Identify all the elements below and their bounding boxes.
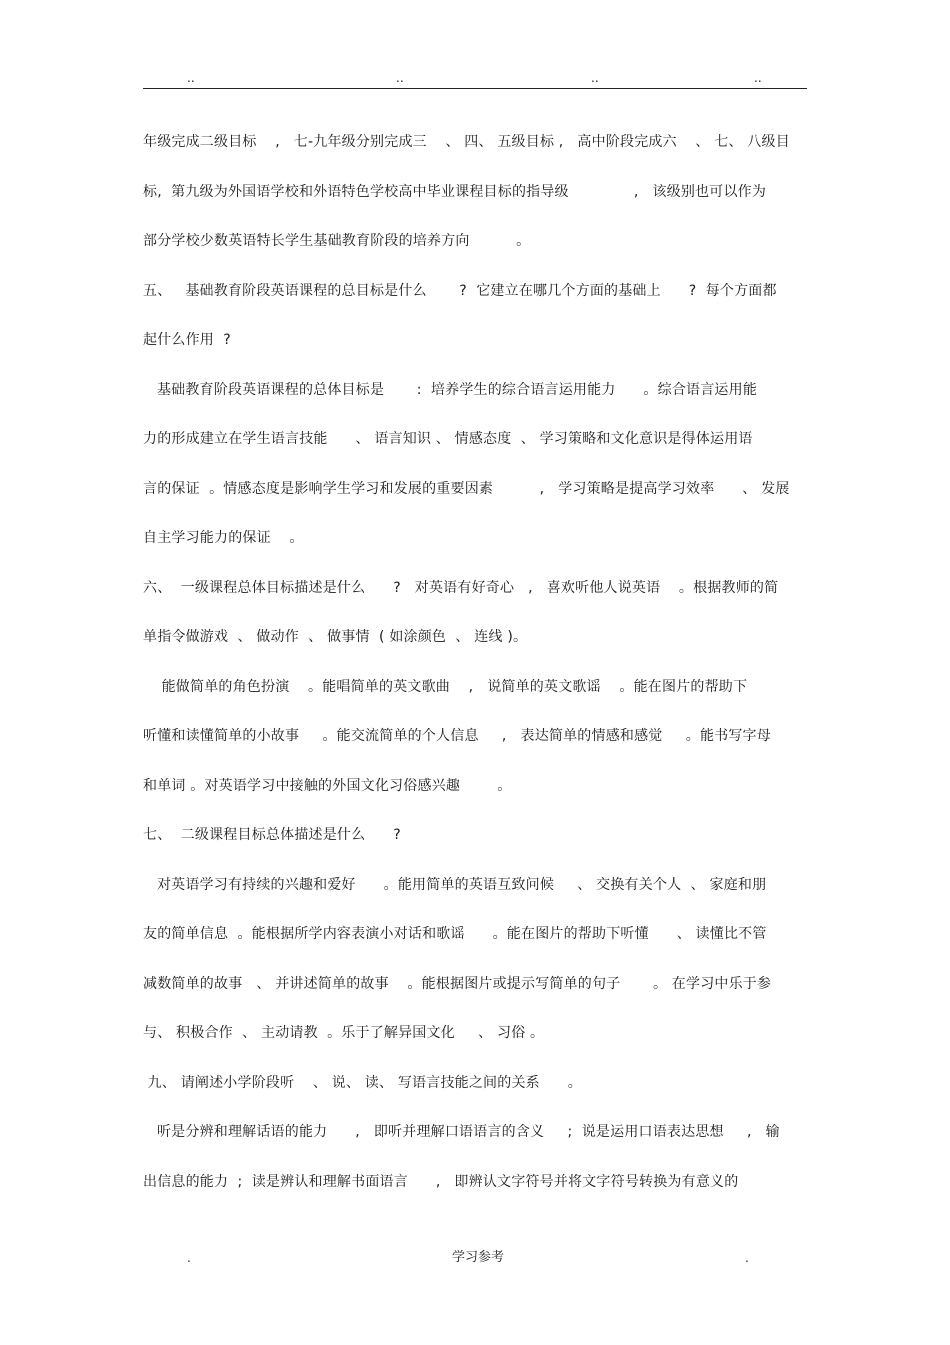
answer-five-line-4: 自主学习能力的保证 。: [143, 530, 304, 546]
answer-seven-line-3: 减数简单的故事 、 并讲述简单的故事 。能根据图片或提示写简单的句子 。 在学习中乐于参: [143, 975, 772, 992]
answer-nine-line-1: 听是分辨和理解话语的能力 , 即听并理解口语语言的含义 ; 说是运用口语表达思想 , 输: [143, 1124, 780, 1140]
footer-label: 学习参考: [452, 1250, 505, 1265]
header-rule: [143, 88, 807, 89]
answer-seven-line-2: 友的简单信息 。能根据所学内容表演小对话和歌谣 。能在图片的帮助下听懂 、 读懂比不管: [143, 926, 767, 942]
question-seven-line-1: 七、 二级课程目标总体描述是什么 ?: [143, 827, 401, 843]
document-body: [143, 124, 807, 1213]
question-five-line-1: 五、 基础教育阶段英语课程的总目标是什么 ? 它建立在哪几个方面的基础上 ? 每个方面都: [143, 282, 777, 299]
page-header: [0, 70, 950, 86]
header-mark-4: ..: [754, 71, 762, 85]
answer-six-line-3: 和单词 。对英语学习中接触的外国文化习俗感兴趣 。: [143, 777, 512, 794]
answer-seven-line-4: 与、 积极合作 、 主动请教 。乐于了解异国文化 、 习俗 。: [143, 1025, 545, 1041]
header-mark-3: ..: [591, 71, 599, 85]
page-footer: [0, 1248, 950, 1268]
text-line-1: 年级完成二级目标 , 七-九年级分别完成三 、 四、 五级目标 , 高中阶段完成六 、 七、 八级目: [143, 134, 790, 150]
answer-five-line-2: 力的形成建立在学生语言技能 、 语言知识 、 情感态度 、 学习策略和文化意识是得体运用语: [143, 431, 753, 447]
answer-five-line-1: 基础教育阶段英语课程的总体目标是 : 培养学生的综合语言运用能力 。综合语言运用能: [143, 381, 758, 398]
header-mark-1: ..: [187, 71, 195, 85]
footer-left-mark: .: [187, 1251, 191, 1265]
answer-six-line-2: 听懂和读懂简单的小故事 。能交流简单的个人信息 , 表达简单的情感和感觉 。能书写字母: [143, 728, 771, 744]
text-line-3: 部分学校少数英语特长学生基础教育阶段的培养方向 。: [143, 233, 531, 249]
text-line-2: 标, 第九级为外国语学校和外语特色学校高中毕业课程目标的指导级 , 该级别也可以作为: [143, 183, 767, 200]
question-six-line-1: 六、 一级课程总体目标描述是什么 ? 对英语有好奇心 , 喜欢听他人说英语 。根据教师的简: [143, 579, 779, 596]
answer-six-line-1: 能做简单的角色扮演 。能唱简单的英文歌曲 , 说简单的英文歌谣 。能在图片的帮助下: [143, 678, 748, 695]
header-mark-2: ..: [396, 71, 404, 85]
answer-seven-line-1: 对英语学习有持续的兴趣和爱好 。能用简单的英语互致问候 、 交换有关个人 、 家庭和朋: [143, 876, 767, 893]
answer-nine-line-2: 出信息的能力 ; 读是辨认和理解书面语言 , 即辨认文字符号并将文字符号转换为有意义的: [143, 1173, 739, 1190]
answer-five-line-3: 言的保证 。情感态度是影响学生学习和发展的重要因素 , 学习策略是提高学习效率 、 发展: [143, 480, 790, 497]
question-six-line-2: 单指令做游戏 、 做动作 、 做事情 ( 如涂颜色 、 连线 )。: [143, 629, 528, 645]
footer-right-mark: .: [745, 1251, 749, 1265]
question-five-line-2: 起什么作用 ?: [143, 332, 231, 348]
question-nine-line-1: 九、 请阐述小学阶段听 、 说、 读、 写语言技能之间的关系 。: [143, 1074, 582, 1091]
